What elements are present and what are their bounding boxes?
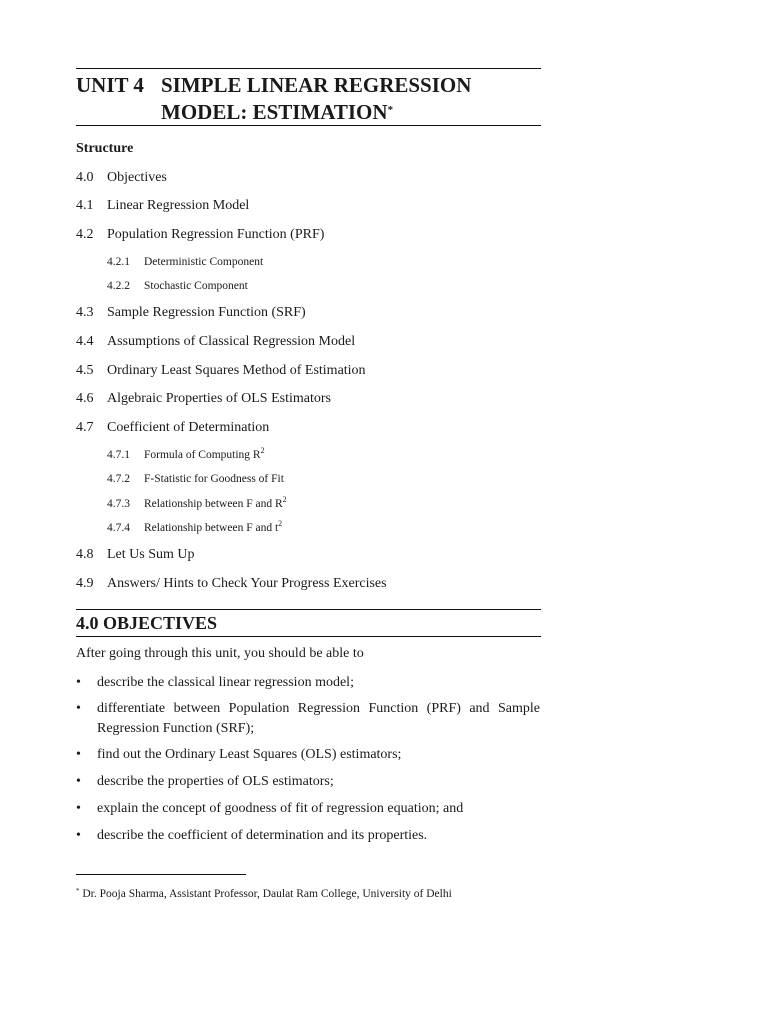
unit-label: UNIT 4 <box>76 73 144 97</box>
toc-subitem-label-text: F-Statistic for Goodness of Fit <box>144 473 284 485</box>
objective-text: differentiate between Population Regression Function (PRF) and Sample Regression Function (SRF); <box>97 701 540 736</box>
objective-text: describe the properties of OLS estimators; <box>97 774 334 789</box>
toc-item-label: Sample Regression Function (SRF) <box>107 305 306 320</box>
toc-subitem-superscript: 2 <box>282 495 287 504</box>
toc-subitem-number: 4.7.4 <box>107 522 130 534</box>
title-bottom-rule <box>76 125 541 126</box>
toc-item-label: Algebraic Properties of OLS Estimators <box>107 391 331 406</box>
unit-title-line2-wrap <box>161 99 541 126</box>
top-rule <box>76 68 541 69</box>
objective-item <box>76 673 541 693</box>
bullet-icon: • <box>76 801 81 816</box>
unit-title-footnote-marker: * <box>387 104 394 116</box>
toc-item-number: 4.5 <box>76 363 94 378</box>
toc-item-number: 4.2 <box>76 227 94 242</box>
toc-subitem-superscript: 2 <box>260 446 265 455</box>
toc-subitem-label <box>144 446 265 461</box>
toc-subitem-superscript: 2 <box>278 519 283 528</box>
toc-item-number: 4.8 <box>76 547 94 562</box>
toc-subitem-label-text: Formula of Computing R <box>144 449 261 461</box>
toc-item-number: 4.6 <box>76 391 94 406</box>
toc-item-label: Let Us Sum Up <box>107 547 195 562</box>
toc-subitem-label <box>144 519 283 534</box>
toc-item-number: 4.4 <box>76 334 94 349</box>
toc-subitem-number: 4.7.2 <box>107 473 130 485</box>
toc-subitem-number: 4.7.1 <box>107 449 130 461</box>
objective-text: describe the coefficient of determination and its properties. <box>97 828 428 843</box>
objectives-heading: 4.0 OBJECTIVES <box>76 613 218 633</box>
objective-text: explain the concept of goodness of fit of regression equation; and <box>97 801 464 816</box>
bullet-icon: • <box>76 701 81 716</box>
toc-subitem-label <box>144 495 287 510</box>
toc-subitem-number: 4.2.1 <box>107 256 130 268</box>
toc-subitem-label-text: Stochastic Component <box>144 280 248 292</box>
footnote-rule <box>76 874 246 875</box>
toc-item-label: Objectives <box>107 170 167 185</box>
objectives-bottom-rule <box>76 636 541 637</box>
bullet-icon: • <box>76 747 81 762</box>
unit-title-line1: SIMPLE LINEAR REGRESSION <box>161 73 472 97</box>
footnote <box>76 888 452 900</box>
objectives-top-rule <box>76 609 541 610</box>
toc-item-label: Linear Regression Model <box>107 198 250 213</box>
objective-item <box>76 699 541 739</box>
objective-text: find out the Ordinary Least Squares (OLS) estimators; <box>97 747 402 762</box>
bullet-icon: • <box>76 675 81 690</box>
toc-subitem-label <box>144 473 284 485</box>
objective-item <box>76 799 541 819</box>
toc-subitem-label-text: Relationship between F and t <box>144 522 279 534</box>
toc-item-number: 4.1 <box>76 198 94 213</box>
toc-item-number: 4.0 <box>76 170 94 185</box>
footnote-text: Dr. Pooja Sharma, Assistant Professor, Daulat Ram College, University of Delhi <box>79 888 452 900</box>
unit-title-text <box>161 72 541 126</box>
bullet-icon: • <box>76 774 81 789</box>
objectives-intro: After going through this unit, you should be able to <box>76 646 364 661</box>
objective-text: describe the classical linear regression model; <box>97 675 354 690</box>
toc-subitem-label-text: Deterministic Component <box>144 256 264 268</box>
toc-item-label: Assumptions of Classical Regression Model <box>107 334 356 349</box>
toc-item-label: Population Regression Function (PRF) <box>107 227 325 242</box>
objective-item <box>76 826 541 846</box>
toc-subitem-label <box>144 280 248 292</box>
unit-title-line2: MODEL: ESTIMATION <box>161 100 388 124</box>
objective-item <box>76 745 541 765</box>
toc-item-number: 4.9 <box>76 576 94 591</box>
toc-item-label: Coefficient of Determination <box>107 420 270 435</box>
objective-item <box>76 772 541 792</box>
toc-item-number: 4.7 <box>76 420 94 435</box>
toc-item-number: 4.3 <box>76 305 94 320</box>
toc-item-label: Ordinary Least Squares Method of Estimation <box>107 363 366 378</box>
toc-subitem-number: 4.2.2 <box>107 280 130 292</box>
toc-item-label: Answers/ Hints to Check Your Progress Exercises <box>107 576 387 591</box>
toc-subitem-label-text: Relationship between F and R <box>144 498 283 510</box>
toc-subitem-label <box>144 256 263 268</box>
structure-heading: Structure <box>76 141 134 156</box>
bullet-icon: • <box>76 828 81 843</box>
toc-subitem-number: 4.7.3 <box>107 498 130 510</box>
footnote-marker: * <box>76 887 80 895</box>
